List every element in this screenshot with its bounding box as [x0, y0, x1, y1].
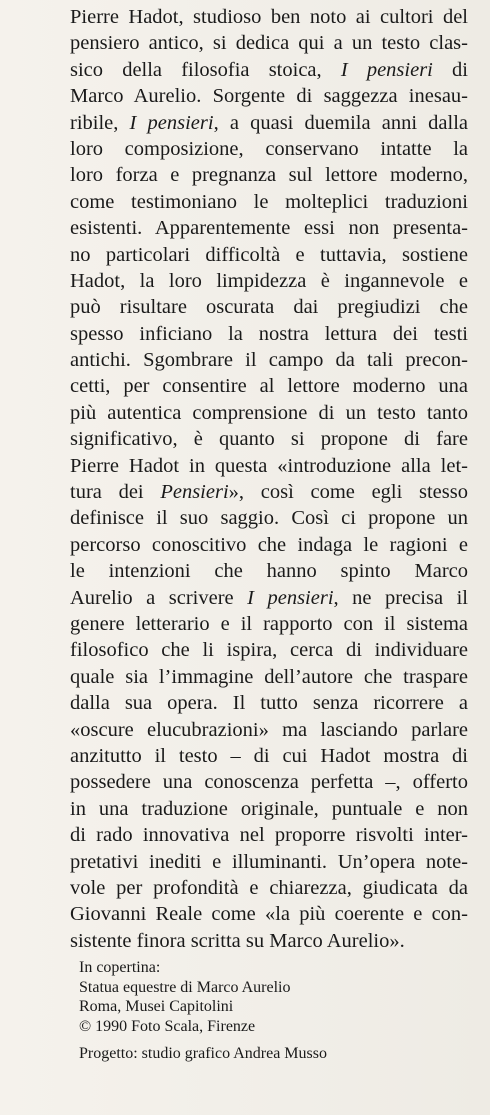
blurb-line — [70, 796, 468, 822]
blurb-text: significativo, è quanto si propone di fare — [70, 428, 468, 451]
blurb-line — [70, 110, 468, 136]
blurb-line — [70, 822, 468, 848]
blurb-line — [70, 426, 468, 452]
blurb-line — [70, 849, 468, 875]
blurb-text: », così come egli stesso — [228, 481, 468, 504]
blurb-text: in una traduzione originale, puntuale e non — [70, 797, 468, 820]
blurb-text: quale sia l’immagine dell’autore che traspare — [70, 665, 468, 688]
blurb-text: di rado innovativa nel proporre risvolti inter- — [70, 824, 468, 847]
blurb-line — [70, 505, 468, 531]
blurb-text: loro composizione, conservano intatte la — [70, 137, 468, 160]
blurb-text: no particolari difficoltà e tuttavia, sostiene — [70, 243, 468, 266]
book-title-italic: I pensieri — [340, 58, 433, 81]
blurb-line — [70, 83, 468, 109]
blurb-line — [70, 769, 468, 795]
blurb-text: cetti, per consentire al lettore moderno una — [70, 375, 468, 398]
blurb-line — [70, 743, 468, 769]
cover-credit-line: © 1990 Foto Scala, Firenze — [79, 1017, 256, 1035]
blurb-line — [70, 585, 468, 611]
design-credit: Progetto: studio grafico Andrea Musso — [79, 1045, 327, 1062]
blurb-text: anzitutto il testo – di cui Hadot mostra di — [70, 744, 468, 767]
blurb-text: più autentica comprensione di un testo tanto — [70, 401, 468, 424]
blurb-text: possedere una conoscenza perfetta –, offerto — [70, 771, 468, 794]
blurb-text: pretativi inediti e illuminanti. Un’opera note- — [70, 850, 468, 873]
cover-credit-label: In copertina: — [79, 959, 161, 976]
blurb-text: filosofico che li ispira, cerca di individuare — [70, 639, 468, 662]
cover-credit-line: Roma, Musei Capitolini — [79, 998, 234, 1015]
blurb-line — [70, 479, 468, 505]
blurb-line — [70, 189, 468, 215]
cover-credit-line: Statua equestre di Marco Aurelio — [79, 978, 291, 996]
blurb-text: come testimoniano le molteplici traduzioni — [70, 190, 468, 213]
blurb-line — [70, 373, 468, 399]
blurb-text: può risultare oscurata dai pregiudizi che — [70, 296, 468, 319]
blurb-line — [70, 4, 468, 30]
book-title-italic: I pensieri — [247, 586, 334, 609]
blurb-line — [70, 162, 468, 188]
blurb-line — [70, 717, 468, 743]
blurb-text: «oscure elucubrazioni» ma lasciando parlare — [70, 718, 468, 741]
blurb-text: le intenzioni che hanno spinto Marco — [70, 560, 468, 583]
blurb-text: definisce il suo saggio. Così ci propone un — [70, 507, 468, 530]
blurb-line — [70, 30, 468, 56]
blurb-text: Aurelio a scrivere — [70, 586, 248, 609]
blurb-line — [70, 875, 468, 901]
blurb-line — [70, 558, 468, 584]
blurb-paragraph — [70, 4, 468, 954]
blurb-line — [70, 268, 468, 294]
blurb-text: Pierre Hadot, studioso ben noto ai cultori del — [70, 6, 468, 28]
blurb-line — [70, 321, 468, 347]
cover-credits — [79, 958, 459, 1064]
blurb-line — [70, 57, 468, 83]
blurb-text: spesso inficiano la nostra lettura dei testi — [70, 322, 468, 345]
blurb-text: sico della filosofia stoica, — [70, 58, 341, 81]
blurb-text: Pierre Hadot in questa «introduzione alla let- — [70, 454, 468, 477]
blurb-line — [70, 215, 468, 241]
blurb-line — [70, 611, 468, 637]
book-title-italic: Pensieri — [160, 481, 229, 504]
blurb-text: , ne precisa il — [333, 586, 468, 609]
blurb-line — [70, 347, 468, 373]
blurb-text: antichi. Sgombrare il campo da tali precon- — [70, 349, 468, 372]
blurb-line — [70, 242, 468, 268]
blurb-line — [70, 453, 468, 479]
blurb-text: loro forza e pregnanza sul lettore moderno, — [70, 164, 468, 187]
blurb-text: dalla sua opera. Il tutto senza ricorrere a — [70, 692, 468, 715]
blurb-text: sistente finora scritta su Marco Aurelio». — [70, 929, 405, 952]
blurb-line — [70, 294, 468, 320]
blurb-line — [70, 664, 468, 690]
blurb-line — [70, 690, 468, 716]
blurb-text: Hadot, la loro limpidezza è ingannevole e — [70, 269, 468, 292]
book-title-italic: I pensieri — [129, 111, 214, 134]
blurb-text: genere letterario e il rapporto con il sistema — [70, 612, 468, 635]
blurb-text: ribile, — [70, 111, 130, 134]
blurb-text: vole per profondità e chiarezza, giudicata da — [70, 876, 468, 899]
blurb-text: pensiero antico, si dedica qui a un testo clas- — [70, 32, 468, 55]
blurb-line — [70, 637, 468, 663]
blurb-line — [70, 400, 468, 426]
blurb-text: , a quasi duemila anni dalla — [213, 111, 468, 134]
blurb-line — [70, 901, 468, 927]
blurb-text: Giovanni Reale come «la più coerente e con- — [70, 903, 468, 926]
blurb-text: tura dei — [70, 481, 161, 504]
blurb-text: di — [432, 58, 468, 81]
blurb-text: percorso conoscitivo che indaga le ragioni e — [70, 533, 468, 556]
blurb-line — [70, 928, 468, 954]
blurb-line — [70, 532, 468, 558]
blurb-line — [70, 136, 468, 162]
blurb-text: Marco Aurelio. Sorgente di saggezza inesau- — [70, 85, 468, 108]
blurb-text: esistenti. Apparentemente essi non presenta- — [70, 217, 468, 240]
